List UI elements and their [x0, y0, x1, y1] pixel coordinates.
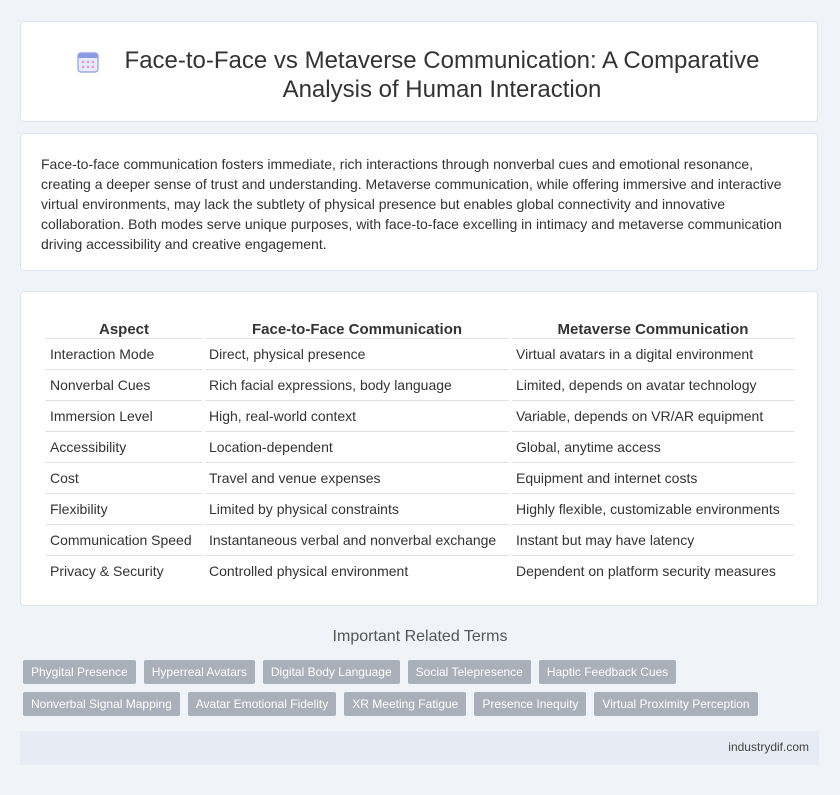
column-header-face-to-face: Face-to-Face Communication: [205, 314, 509, 339]
term-tag[interactable]: Haptic Feedback Cues: [539, 660, 676, 684]
table-row: [46, 525, 794, 556]
related-terms-title: Important Related Terms: [332, 628, 508, 645]
term-tag[interactable]: Virtual Proximity Perception: [594, 692, 757, 716]
title-row: [21, 22, 817, 104]
term-tag[interactable]: Presence Inequity: [474, 692, 586, 716]
table-row: [46, 401, 794, 432]
column-header-metaverse: Metaverse Communication: [512, 314, 794, 339]
table-cell-metaverse: Global, anytime access: [512, 432, 794, 463]
page-title: Face-to-Face vs Metaverse Communication: A Comparative Analysis of Human Interaction: [124, 47, 760, 103]
table-cell-metaverse: Virtual avatars in a digital environment: [512, 339, 794, 370]
table-cell-metaverse: Highly flexible, customizable environments: [512, 494, 794, 525]
table-cell-metaverse: Equipment and internet costs: [512, 463, 794, 494]
intro-card: [20, 133, 818, 271]
calendar-icon: [76, 50, 100, 74]
footer-site-link[interactable]: industrydif.com: [728, 740, 809, 754]
table-row: [46, 339, 794, 370]
table-cell-face-to-face: Limited by physical constraints: [205, 494, 509, 525]
table-cell-face-to-face: Travel and venue expenses: [205, 463, 509, 494]
table-cell-face-to-face: Direct, physical presence: [205, 339, 509, 370]
related-terms-list: [23, 660, 823, 716]
table-cell-aspect: Cost: [46, 463, 202, 494]
column-header-aspect: Aspect: [46, 314, 202, 339]
table-cell-face-to-face: Rich facial expressions, body language: [205, 370, 509, 401]
table-cell-metaverse: Limited, depends on avatar technology: [512, 370, 794, 401]
table-header-row: [46, 314, 794, 339]
comparison-table: [43, 314, 797, 586]
table-cell-aspect: Nonverbal Cues: [46, 370, 202, 401]
term-tag[interactable]: Social Telepresence: [408, 660, 531, 684]
table-cell-aspect: Communication Speed: [46, 525, 202, 556]
table-cell-aspect: Immersion Level: [46, 401, 202, 432]
intro-paragraph: Face-to-face communication fosters immediate, rich interactions through nonverbal cues and emotional resonance, creating a deeper sense of trust and understanding. Metaverse communication, while offering immersive and interactive virtual environments, may lack the subtlety of physical presence but enables global connectivity and innovative collaboration. Both modes serve unique purposes, with face-to-face excelling in intimacy and metaverse communication driving accessibility and creative engagement.: [41, 156, 782, 252]
table-row: [46, 494, 794, 525]
table-row: [46, 463, 794, 494]
table-cell-aspect: Interaction Mode: [46, 339, 202, 370]
table-cell-aspect: Flexibility: [46, 494, 202, 525]
table-cell-metaverse: Dependent on platform security measures: [516, 563, 776, 579]
term-tag[interactable]: XR Meeting Fatigue: [344, 692, 466, 716]
term-tag[interactable]: Nonverbal Signal Mapping: [23, 692, 180, 716]
table-cell-aspect: Accessibility: [46, 432, 202, 463]
term-tag[interactable]: Avatar Emotional Fidelity: [188, 692, 337, 716]
table-row: [46, 432, 794, 463]
table-cell-face-to-face: Instantaneous verbal and nonverbal exchange: [205, 525, 509, 556]
table-cell-face-to-face: Location-dependent: [205, 432, 509, 463]
table-cell-metaverse: Variable, depends on VR/AR equipment: [512, 401, 794, 432]
table-row: [46, 556, 794, 586]
table-row: [46, 370, 794, 401]
term-tag[interactable]: Phygital Presence: [23, 660, 136, 684]
table-cell-face-to-face: High, real-world context: [205, 401, 509, 432]
term-tag[interactable]: Digital Body Language: [263, 660, 400, 684]
table-cell-face-to-face: Controlled physical environment: [209, 563, 409, 579]
footer: [20, 731, 819, 765]
table-cell-aspect: Privacy & Security: [50, 563, 164, 579]
title-card: [20, 21, 818, 122]
comparison-card: [20, 291, 818, 606]
table-cell-metaverse: Instant but may have latency: [512, 525, 794, 556]
term-tag[interactable]: Hyperreal Avatars: [144, 660, 255, 684]
